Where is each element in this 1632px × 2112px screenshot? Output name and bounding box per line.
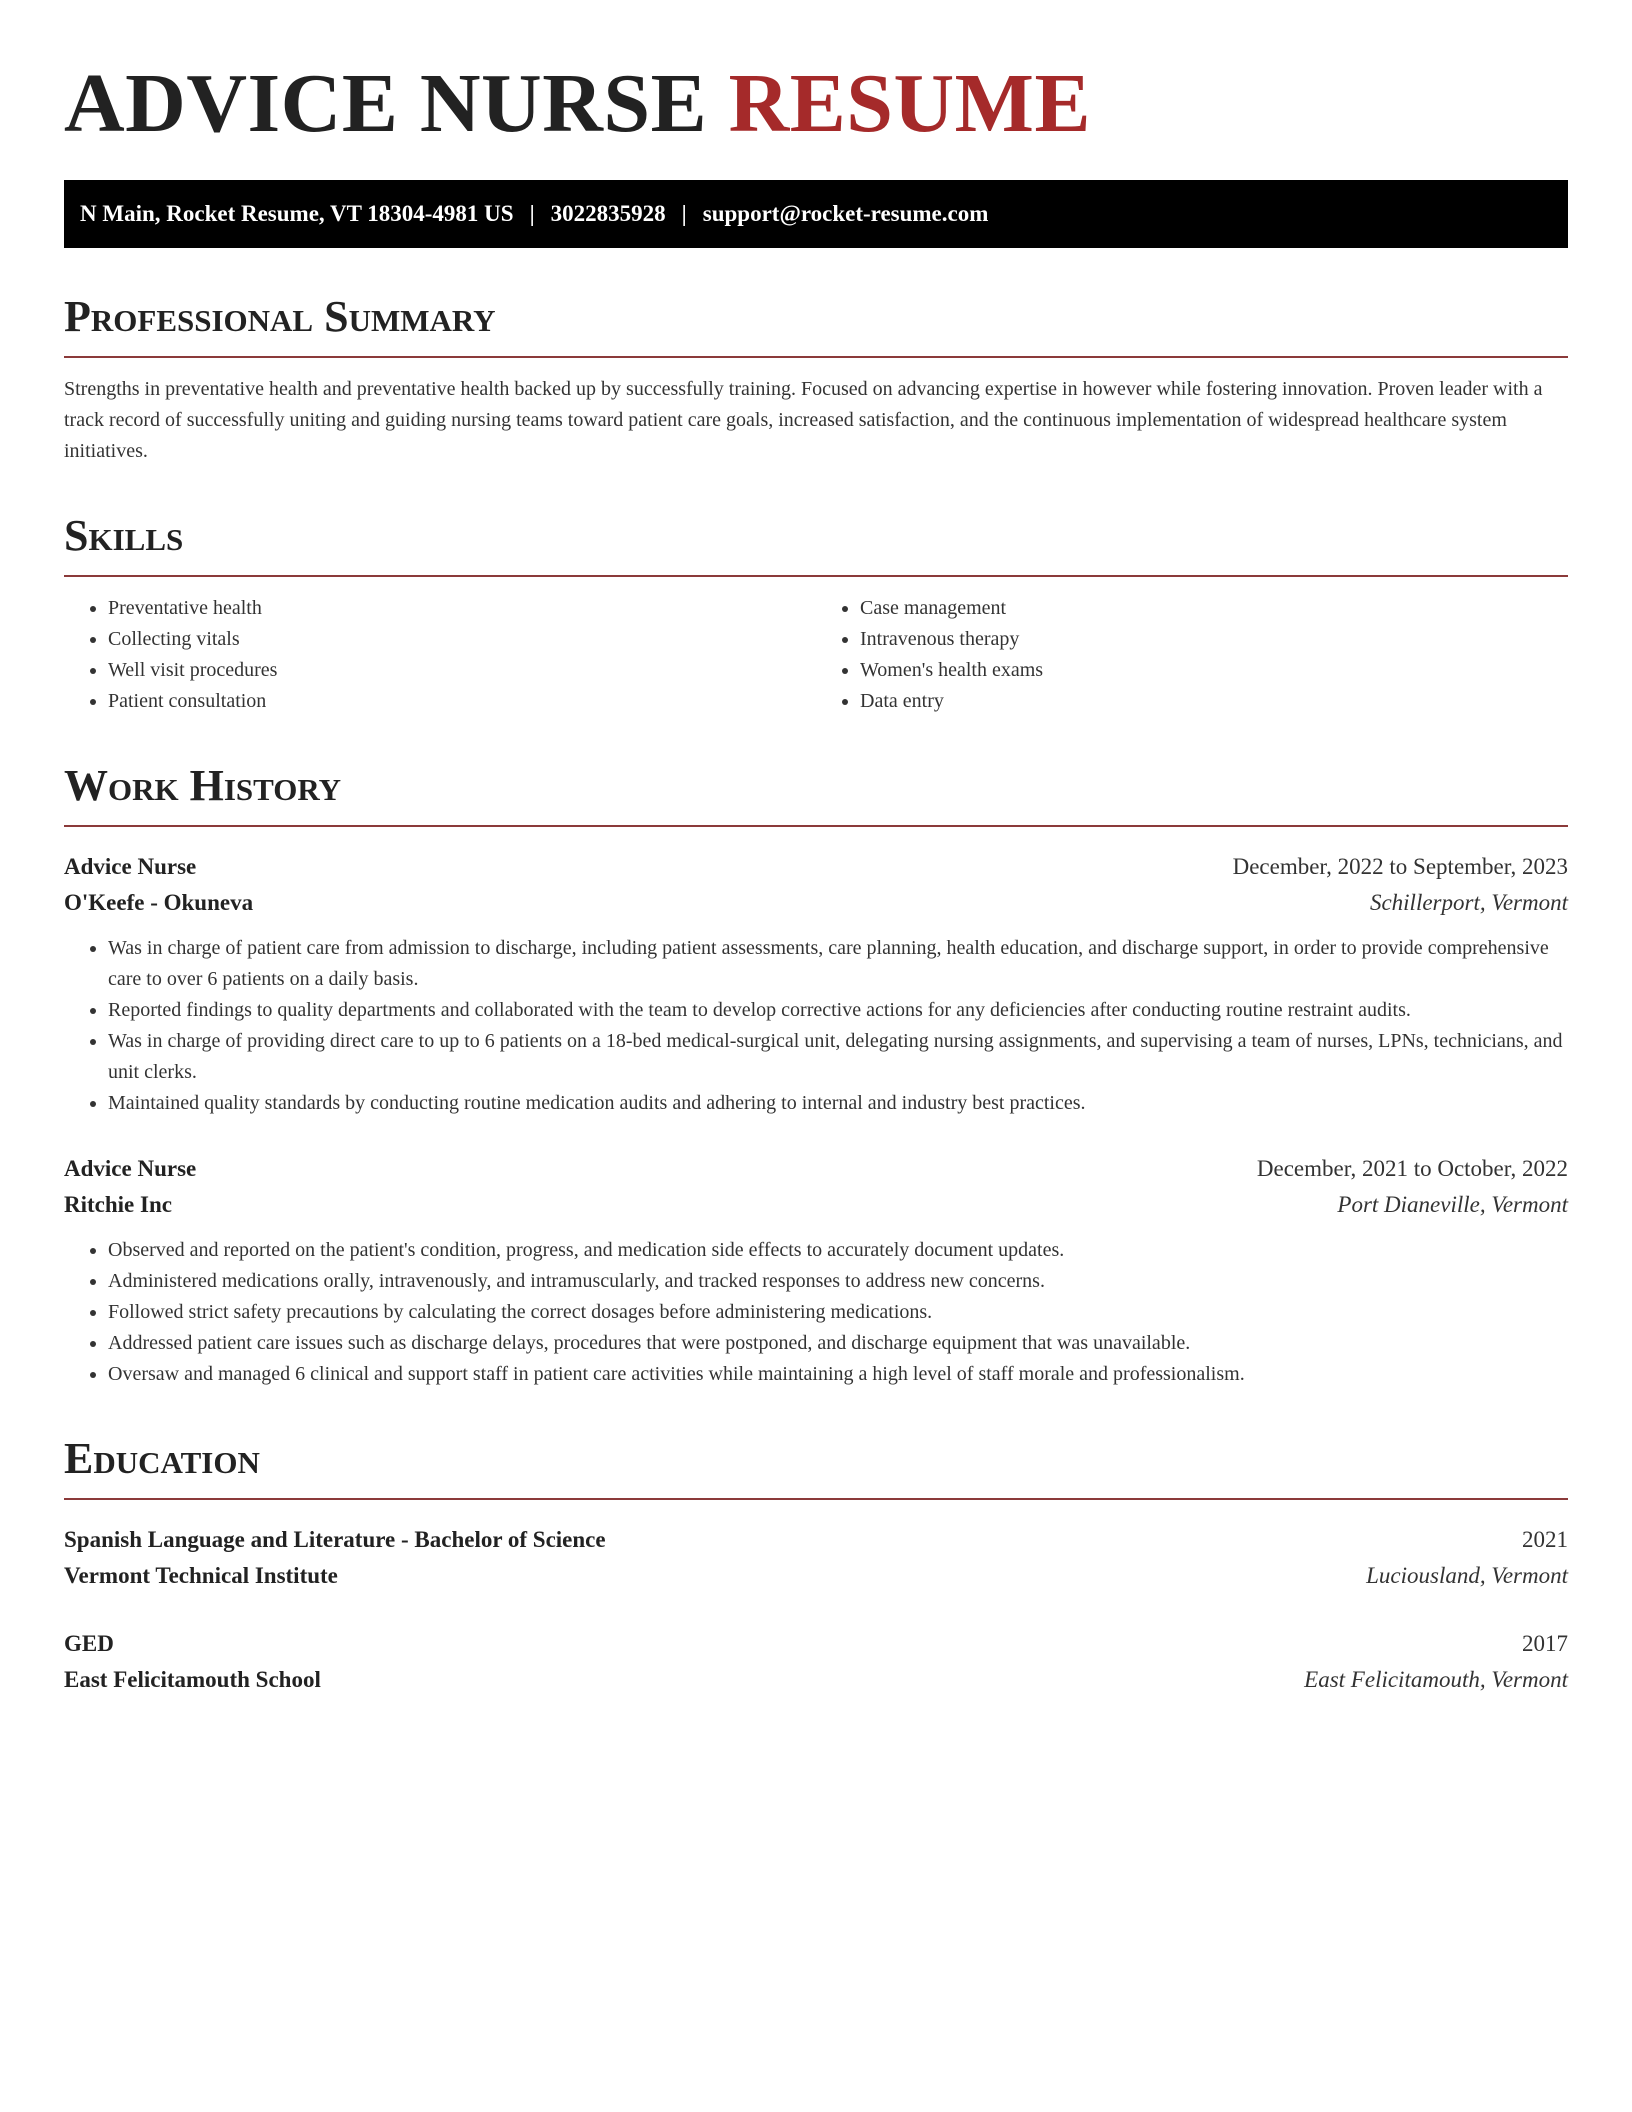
title-accent: RESUME: [728, 57, 1091, 150]
job-company-row: [64, 885, 1568, 921]
resume-title: [64, 58, 1568, 150]
education-school-row: [64, 1558, 1568, 1594]
duty-item: • Oversaw and managed 6 clinical and support staff in patient care activities while maintaining a high level of staff morale and professionalism.: [108, 1359, 1568, 1390]
education-location: Luciousland, Vermont: [1366, 1563, 1568, 1588]
skill-item: • Case management: [860, 593, 1568, 624]
education-degree: Spanish Language and Literature - Bachelor of Science: [64, 1527, 606, 1552]
duty-item: • Was in charge of providing direct care to up to 6 patients on a 18-bed medical-surgical unit, delegating nursing assignments, and supervising a team of nurses, LPNs, technicians, and unit clerks.: [108, 1026, 1568, 1088]
education-year: 2021: [1522, 1527, 1568, 1552]
duty-item: • Observed and reported on the patient's condition, progress, and medication side effects to accurately document updates.: [108, 1235, 1568, 1266]
job-duties: [64, 933, 1568, 1119]
duty-item: • Followed strict safety precautions by calculating the correct dosages before administering medications.: [108, 1297, 1568, 1328]
contact-email: support@rocket-resume.com: [702, 201, 989, 226]
job-title: Advice Nurse: [64, 854, 197, 879]
job-location: Schillerport, Vermont: [1369, 890, 1568, 915]
contact-phone: 3022835928: [550, 201, 666, 226]
title-main: ADVICE NURSE: [64, 57, 708, 150]
duty-item: • Maintained quality standards by conducting routine medication audits and adhering to internal and industry best practices.: [108, 1088, 1568, 1119]
summary-text: Strengths in preventative health and preventative health backed up by successfully training. Focused on advancing expertise in however while fostering innovation. Proven leader with a track record of successfully uniting and guiding nursing teams toward patient care goals, increased satisfaction, and the continuous implementation of widespread healthcare system initiatives.: [64, 378, 1543, 462]
job-location: Port Dianeville, Vermont: [1337, 1192, 1568, 1217]
job-title: Advice Nurse: [64, 1156, 197, 1181]
duty-item: • Administered medications orally, intravenously, and intramuscularly, and tracked responses to address new concerns.: [108, 1266, 1568, 1297]
contact-address: N Main, Rocket Resume, VT 18304-4981 US: [80, 201, 514, 226]
contact-separator: |: [529, 201, 535, 226]
job-company-row: [64, 1187, 1568, 1223]
contact-separator: |: [681, 201, 687, 226]
job-header-row: [64, 849, 1568, 885]
job-entry: [64, 849, 1568, 1119]
skills-column-right: [816, 593, 1568, 717]
job-dates: December, 2022 to September, 2023: [1232, 854, 1568, 879]
education-entry: [64, 1522, 1568, 1594]
education-degree-row: [64, 1522, 1568, 1558]
skill-item: • Collecting vitals: [108, 624, 816, 655]
skill-item: • Well visit procedures: [108, 655, 816, 686]
skills-heading: Skills: [64, 511, 1568, 577]
duty-item: • Addressed patient care issues such as discharge delays, procedures that were postponed, and discharge equipment that was unavailable.: [108, 1328, 1568, 1359]
education-school-row: [64, 1662, 1568, 1698]
education-year: 2017: [1522, 1631, 1568, 1656]
job-dates: December, 2021 to October, 2022: [1256, 1156, 1568, 1181]
education-degree-row: [64, 1626, 1568, 1662]
job-company: Ritchie Inc: [64, 1192, 172, 1217]
education-entry: [64, 1626, 1568, 1698]
skills-list: [64, 593, 1568, 717]
education-degree: GED: [64, 1631, 114, 1656]
summary-heading: Professional Summary: [64, 292, 1568, 358]
skills-column-left: [64, 593, 816, 717]
job-entry: [64, 1151, 1568, 1390]
education-heading: Education: [64, 1434, 1568, 1500]
education-school: East Felicitamouth School: [64, 1667, 321, 1692]
duty-item: • Reported findings to quality departments and collaborated with the team to develop corrective actions for any deficiencies after conducting routine restraint audits.: [108, 995, 1568, 1026]
job-company: O'Keefe - Okuneva: [64, 890, 254, 915]
job-header-row: [64, 1151, 1568, 1187]
skill-item: • Patient consultation: [108, 686, 816, 717]
work-history-heading: Work History: [64, 761, 1568, 827]
job-duties: [64, 1235, 1568, 1390]
education-location: East Felicitamouth, Vermont: [1304, 1667, 1568, 1692]
duty-item: • Was in charge of patient care from admission to discharge, including patient assessments, care planning, health education, and discharge support, in order to provide comprehensive care to over 6 patients on a daily basis.: [108, 933, 1568, 995]
skill-item: • Data entry: [860, 686, 1568, 717]
education-school: Vermont Technical Institute: [64, 1563, 338, 1588]
skill-item: • Women's health exams: [860, 655, 1568, 686]
skill-item: • Preventative health: [108, 593, 816, 624]
contact-bar: [64, 180, 1568, 248]
skill-item: • Intravenous therapy: [860, 624, 1568, 655]
